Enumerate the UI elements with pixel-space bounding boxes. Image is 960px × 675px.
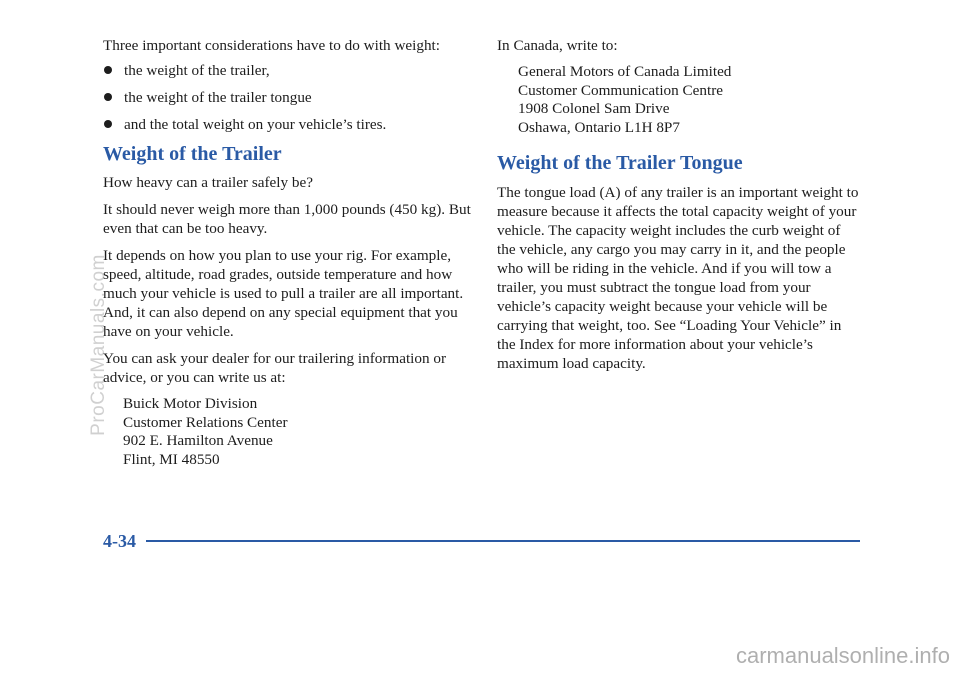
paragraph: You can ask your dealer for our trailering information or advice, or you can write us at: (103, 350, 447, 386)
list-item-text: and the total weight on your vehicle’s tires. (124, 116, 387, 133)
bullet-icon (104, 66, 112, 74)
paragraph: The tongue load (A) of any trailer is an important weight to measure because it affects the total capacity weight of your vehicle. The capacity weight includes the curb weight of the vehicle, any cargo you may carry in it, and the people who will be riding in the vehicle. And if you will tow a trailer, you must subtract the tongue load from your vehicle’s capacity weight because your vehicle will be carrying that weight, too. See “Loading Your Vehicle” in the Index for more information about your vehicle’s maximum load capacity. (497, 184, 859, 372)
address-line: 1908 Colonel Sam Drive (518, 100, 670, 117)
paragraph: How heavy can a trailer safely be? (103, 174, 313, 191)
list-item (103, 61, 473, 80)
address-line: Buick Motor Division (123, 395, 258, 412)
right-column (497, 36, 862, 373)
vertical-watermark (84, 220, 114, 470)
list-item-text: the weight of the trailer, (124, 62, 270, 79)
left-column (103, 36, 473, 469)
bullet-icon (104, 120, 112, 128)
list-item (103, 88, 473, 107)
address-line: Oshawa, Ontario L1H 8P7 (518, 118, 680, 136)
address-line: General Motors of Canada Limited (518, 63, 732, 80)
address-line: Customer Relations Center (123, 413, 288, 431)
footer-divider (146, 540, 860, 542)
address-line: Flint, MI 48550 (123, 450, 220, 468)
list-item-text: the weight of the trailer tongue (124, 89, 312, 106)
page-footer (103, 530, 860, 552)
address-line: 902 E. Hamilton Avenue (123, 432, 273, 449)
watermark-text: ProCarManuals.com (88, 254, 109, 436)
weight-considerations-list (103, 61, 473, 134)
paragraph: It should never weigh more than 1,000 pounds (450 kg). But even that can be too heavy. (103, 201, 471, 237)
gm-canada-address-block (497, 63, 862, 137)
page-number: 4-34 (103, 531, 136, 551)
paragraph: It depends on how you plan to use your rig. For example, speed, altitude, road grades, outside temperature and how much your vehicle is used to pull a trailer are all important. And, it can also depend on any special equipment that you have on your vehicle. (103, 247, 464, 340)
list-item (103, 115, 473, 134)
address-line: Customer Communication Centre (518, 81, 724, 99)
buick-address-block (103, 395, 473, 469)
site-watermark: carmanualsonline.info (735, 643, 950, 668)
canada-intro: In Canada, write to: (497, 37, 618, 54)
section-heading-trailer-weight: Weight of the Trailer (103, 143, 282, 165)
bullet-icon (104, 93, 112, 101)
weight-considerations-intro: Three important considerations have to do with weight: (103, 37, 440, 54)
section-heading-tongue-weight: Weight of the Trailer Tongue (497, 152, 743, 174)
